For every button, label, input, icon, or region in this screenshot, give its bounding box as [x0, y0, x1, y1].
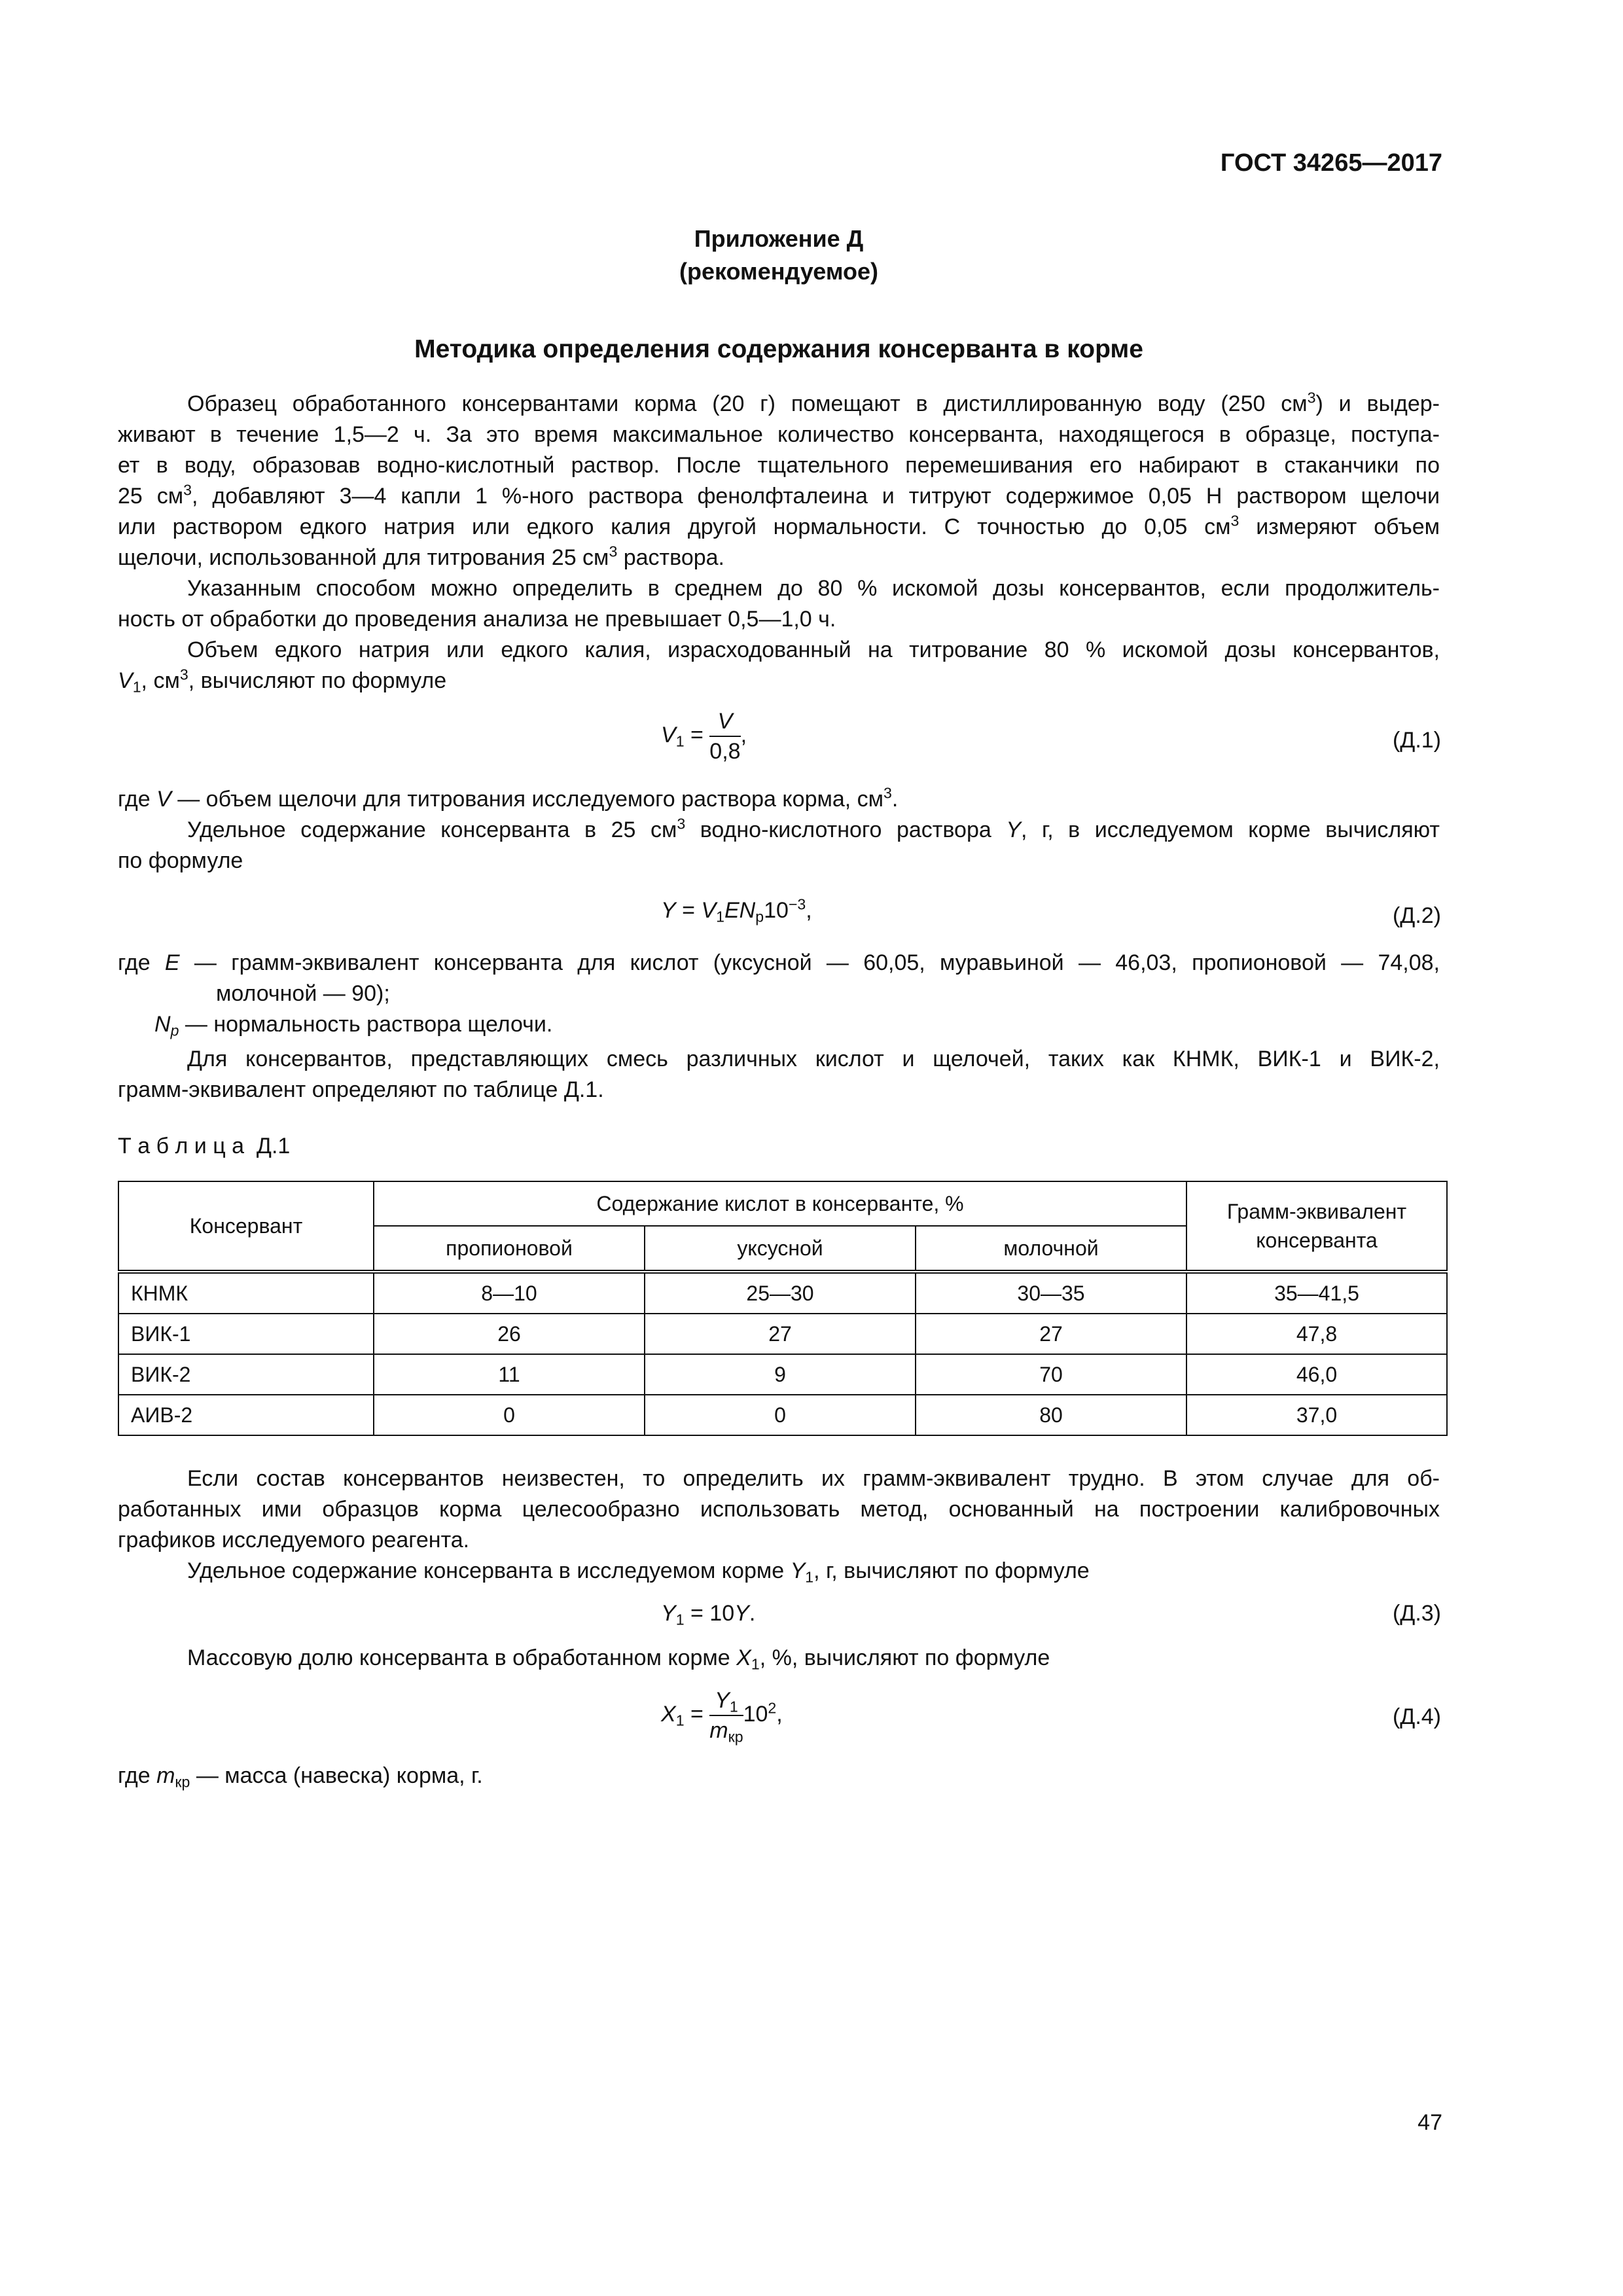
formula-d4: $X_1$ = $\frac{Y_1}{m_{кр}}$ $10^2$, — [661, 1686, 783, 1745]
paragraph-line: где E — грамм-эквивалент консерванта для кислот (уксусной — 60,05, муравьиной — 46,03, пропионовой — 74,08, — [118, 950, 1440, 975]
table-row — [118, 1395, 1447, 1435]
paragraph-line: молочной — 90); — [216, 981, 390, 1006]
cell-gram: 37,0 — [1186, 1395, 1447, 1435]
appendix-title: Приложение Д — [694, 225, 864, 252]
preservatives-table — [118, 1181, 1448, 1436]
formula-explanation: где V — объем щелочи для титрования исследуемого раствора корма, $см^3$. — [118, 784, 899, 812]
cell-gram: 47,8 — [1186, 1314, 1447, 1354]
document-standard-number: ГОСТ 34265—2017 — [1220, 149, 1442, 177]
formula-number: (Д.2) — [1392, 903, 1441, 928]
formula-explanation: где $m_{кр}$ — масса (навеска) корма, г. — [118, 1763, 483, 1791]
table-row — [118, 1272, 1447, 1314]
paragraph-line: $N_p$ — нормальность раствора щелочи. — [154, 1012, 553, 1039]
cell-lactic: 80 — [916, 1395, 1186, 1435]
header-acetic: уксусной — [645, 1226, 916, 1272]
cell-propionic: 8—10 — [374, 1272, 645, 1314]
paragraph-line: Удельное содержание консерванта в 25 $см^3$ водно-кислотного раствора Y, г, в исследуемом корме вычисляют — [187, 815, 1440, 842]
page-number: 47 — [1418, 2110, 1442, 2135]
cell-acetic: 9 — [645, 1354, 916, 1395]
cell-lactic: 27 — [916, 1314, 1186, 1354]
table-row — [118, 1314, 1447, 1354]
paragraph-line: Если состав консервантов неизвестен, то определить их грамм-эквивалент трудно. В этом случае для об- — [187, 1466, 1440, 1491]
paragraph-line: Образец обработанного консервантами корма (20 г) помещают в дистиллированную воду (250 $см^3$) и выдер- — [187, 389, 1440, 416]
section-heading: Методика определения содержания консерванта в корме — [414, 335, 1143, 363]
paragraph-mass-fraction: Массовую долю консерванта в обработанном корме $X_1$, %, вычисляют по формуле — [187, 1645, 1050, 1673]
header-acid-content: Содержание кислот в консерванте, % — [374, 1181, 1186, 1226]
paragraph-line: $V_1$, $см^3$, вычисляют по формуле — [118, 666, 447, 696]
formula-d2: $Y = V_1EN_p10^{-3}$, — [661, 895, 812, 925]
cell-gram: 46,0 — [1186, 1354, 1447, 1395]
cell-gram: 35—41,5 — [1186, 1272, 1447, 1314]
paragraph-line: Указанным способом можно определить в среднем до 80 % искомой дозы консервантов, если продолжитель- — [187, 576, 1440, 601]
cell-propionic: 11 — [374, 1354, 645, 1395]
header-lactic: молочной — [916, 1226, 1186, 1272]
paragraph-line: 25 $см^3$, добавляют 3—4 капли 1 %-ного раствора фенолфталеина и титруют содержимое 0,05 Н раствором щелочи — [118, 481, 1440, 509]
paragraph-line: грамм-эквивалент определяют по таблице Д.1. — [118, 1077, 604, 1102]
paragraph-line: ет в воду, образовав водно-кислотный раствор. После тщательного перемешивания его набирают в стаканчики по — [118, 453, 1440, 478]
formula-number: (Д.1) — [1392, 728, 1441, 753]
formula-number: (Д.3) — [1392, 1601, 1441, 1626]
paragraph-line: щелочи, использованной для титрования 25 $см^3$ раствора. — [118, 543, 724, 570]
paragraph-line: живают в течение 1,5—2 ч. За это время максимальное количество консерванта, находящегося в образце, поступа- — [118, 422, 1440, 447]
table-caption: Т а б л и ц а Д.1 — [118, 1134, 291, 1158]
appendix-status: (рекомендуемое) — [679, 258, 878, 285]
cell-acetic: 0 — [645, 1395, 916, 1435]
formula-d1: $V_1$ = $\frac{V}{0,8}$ , — [661, 707, 747, 766]
paragraph-line: или раствором едкого натрия или едкого калия другой нормальности. С точностью до 0,05 $см^3$ измеряют объем — [118, 512, 1440, 539]
formula-d3: $Y_1 = 10Y$. — [661, 1601, 756, 1628]
cell-acetic: 25—30 — [645, 1272, 916, 1314]
cell-lactic: 30—35 — [916, 1272, 1186, 1314]
cell-name: КНМК — [118, 1272, 374, 1314]
cell-name: ВИК-2 — [118, 1354, 374, 1395]
formula-number: (Д.4) — [1392, 1704, 1441, 1729]
paragraph-line: Для консервантов, представляющих смесь различных кислот и щелочей, таких как КНМК, ВИК-1 и ВИК-2, — [187, 1047, 1440, 1071]
cell-propionic: 0 — [374, 1395, 645, 1435]
cell-propionic: 26 — [374, 1314, 645, 1354]
paragraph-line: работанных ими образцов корма целесообразно использовать метод, основанный на построении калибровочных — [118, 1497, 1440, 1522]
cell-acetic: 27 — [645, 1314, 916, 1354]
header-propionic: пропионовой — [374, 1226, 645, 1272]
cell-name: ВИК-1 — [118, 1314, 374, 1354]
header-gram-equivalent: Грамм-эквивалент консерванта — [1186, 1181, 1447, 1272]
paragraph-line: Объем едкого натрия или едкого калия, израсходованный на титрование 80 % искомой дозы консервантов, — [187, 637, 1440, 662]
paragraph-line: ность от обработки до проведения анализа не превышает 0,5—1,0 ч. — [118, 607, 836, 632]
header-preservative: Консервант — [118, 1181, 374, 1272]
paragraph-line: по формуле — [118, 848, 243, 873]
table-row — [118, 1354, 1447, 1395]
paragraph-specific-content-feed: Удельное содержание консерванта в исследуемом корме $Y_1$, г, вычисляют по формуле — [187, 1558, 1090, 1586]
cell-lactic: 70 — [916, 1354, 1186, 1395]
paragraph-line: графиков исследуемого реагента. — [118, 1528, 470, 1552]
cell-name: АИВ-2 — [118, 1395, 374, 1435]
